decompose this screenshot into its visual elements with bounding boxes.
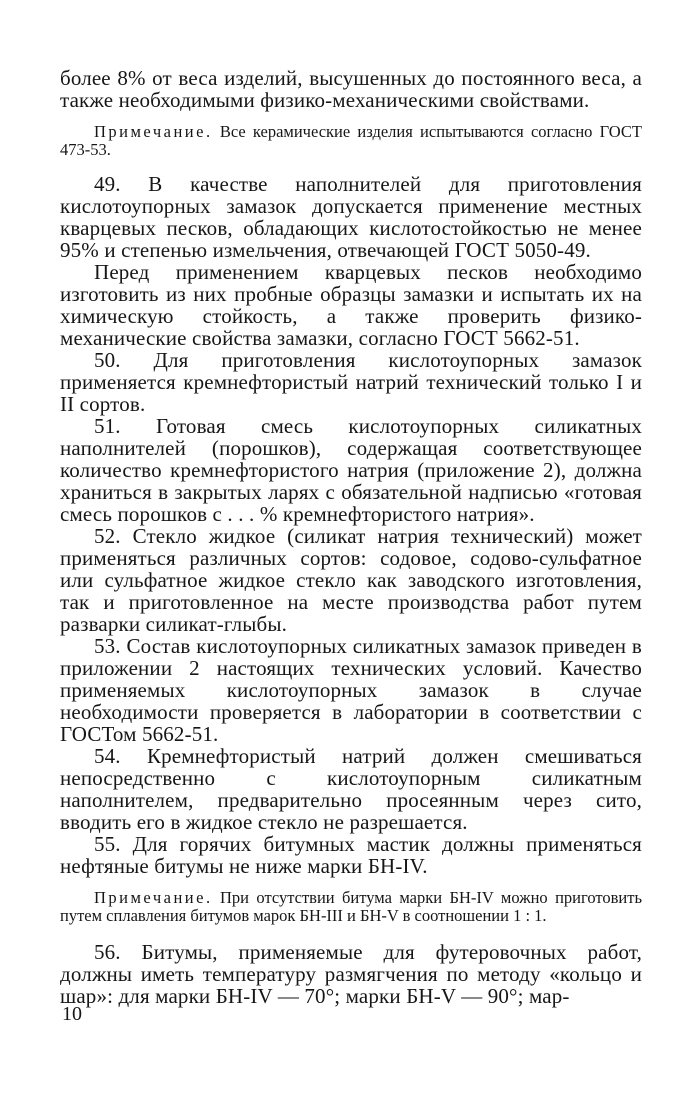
paragraph-49-continued: Перед применением кварцевых песков необходимо изготовить из них пробные образцы замазки и испытать их на химическую стойкость, а также проверить физико-механические свойства замазки, согласно ГОСТ 5662-51. <box>60 260 642 350</box>
paragraph-51: 51. Готовая смесь кислотоупорных силикатных наполнителей (порошков), содержащая соответствующее количество кремнефтористого натрия (приложение 2), должна храниться в закрытых ларях с обязательной надписью «готовая смесь порошков с . . . % кремнефтористого натрия». <box>60 414 642 526</box>
paragraph-55: 55. Для горячих битумных мастик должны применяться нефтяные битумы не ниже марки БН-IV. <box>60 832 642 878</box>
note-text: При отсутствии битума марки БН-IV можно приготовить путем сплавления битумов марок БН-III и БН-V в соотношении 1 : 1. <box>60 888 642 925</box>
paragraph-56: 56. Битумы, применяемые для футеровочных работ, должны иметь температуру размягчения по методу «кольцо и шар»: для марки БН-IV — 70°; марки БН-V — 90°; мар- <box>60 940 642 1008</box>
text-column <box>60 67 642 1007</box>
paragraph-54: 54. Кремнефтористый натрий должен смешиваться непосредственно с кислотоупорным силикатным наполнителем, предварительно просеянным через сито, вводить его в жидкое стекло не разрешается. <box>60 744 642 834</box>
paragraph-53: 53. Состав кислотоупорных силикатных замазок приведен в приложении 2 настоящих технических условий. Качество применяемых кислотоупорных замазок в случае необходимости проверяется в лаборатории в соответствии с ГОСТом 5662-51. <box>60 634 642 746</box>
note-label: Примечание. <box>94 122 213 141</box>
paragraph-intro: более 8% от веса изделий, высушенных до постоянного веса, а также необходимыми физико-механическими свойствами. <box>60 66 642 112</box>
paragraph-52: 52. Стекло жидкое (силикат натрия технический) может применяться различных сортов: содовое, содово-сульфатное или сульфатное жидкое стекло как заводского изготовления, так и приготовленное на месте производства работ путем разварки силикат-глыбы. <box>60 524 642 636</box>
paragraph-49: 49. В качестве наполнителей для приготовления кислотоупорных замазок допускается применение местных кварцевых песков, обладающих кислотостойкостью не менее 95% и степенью измельчения, отвечающей ГОСТ 5050-49. <box>60 172 642 262</box>
note-bitumen-blending <box>60 889 642 925</box>
page-number: 10 <box>62 1003 82 1025</box>
note-ceramic-testing <box>60 123 642 159</box>
note-text: Все керамические изделия испытываются согласно ГОСТ 473-53. <box>60 122 642 159</box>
note-label: Примечание. <box>94 888 213 907</box>
paragraph-50: 50. Для приготовления кислотоупорных замазок применяется кремнефтористый натрий технический только I и II сортов. <box>60 348 642 416</box>
